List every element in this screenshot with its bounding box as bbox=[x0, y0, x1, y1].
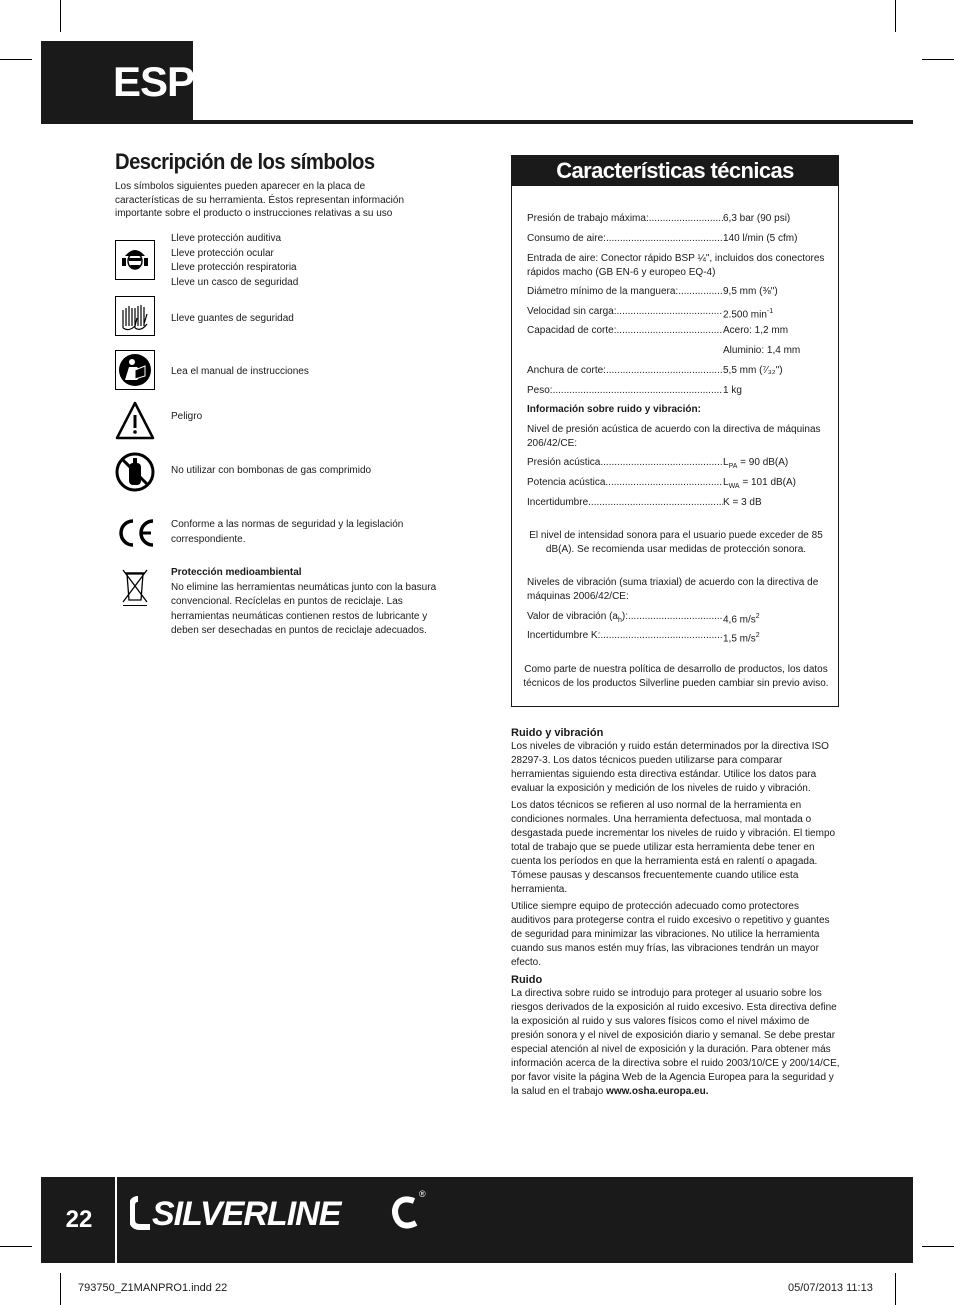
gloves-icon bbox=[115, 296, 155, 336]
section-heading: Ruido bbox=[511, 974, 543, 986]
spec-row: Peso: ..... 1 kg bbox=[527, 384, 827, 398]
spec-heading: Información sobre ruido y vibración: bbox=[527, 404, 701, 415]
spec-row: Presión de trabajo máxima: ..... 6,3 bar (90 psi) bbox=[527, 212, 827, 226]
noise-note: El nivel de intensidad sonora para el usuario puede exceder de 85 dB(A). Se recomienda usar medidas de protección sonora. bbox=[529, 530, 823, 555]
noise-vibration-section bbox=[511, 726, 841, 1102]
ppe-icon bbox=[115, 240, 155, 280]
file-slug: 793750_Z1MANPRO1.indd 22 bbox=[78, 1282, 228, 1294]
date-slug: 05/07/2013 11:13 bbox=[788, 1282, 873, 1294]
symbols-title: Descripción de los símbolos bbox=[115, 149, 375, 174]
spec-row: Consumo de aire: ..... 140 l/min (5 cfm) bbox=[527, 232, 827, 246]
paragraph: Los datos técnicos se refieren al uso normal de la herramienta en condiciones normales. Una herramienta defectuosa, mal montada o desgastada puede incrementar los niveles de ruido y vibración. El tiempo total de trabajo que se puede utilizar esta herramienta debe tener en cuenta los períodos en que la herramienta está en ralentí o apagada. Tómese pausas y descansos frecuentemente cuando utilice esta herramienta. bbox=[511, 800, 836, 895]
spec-row: Anchura de corte: ..... 5,5 mm (⁷⁄₃₂") bbox=[527, 364, 827, 378]
spec-row: Valor de vibración $(a_h)$: ..... 4,6 $m/s^2$ bbox=[527, 610, 827, 628]
spec-row-continuation: Aluminio: 1,4 mm bbox=[723, 345, 801, 356]
no-gas-text: No utilizar con bombonas de gas comprimido bbox=[171, 465, 372, 476]
manual-text: Lea el manual de instrucciones bbox=[171, 366, 309, 377]
spec-row: Presión acústica ..... $L_{PA} = 90$ dB(A) bbox=[527, 456, 827, 474]
gloves-text: Lleve guantes de seguridad bbox=[171, 313, 294, 324]
spec-row: Diámetro mínimo de la manguera: ..... 9,5 mm (⅜") bbox=[527, 285, 827, 299]
section-heading: Ruido y vibración bbox=[511, 727, 604, 739]
ppe-text: Lleve protección auditiva Lleve protección ocular Lleve protección respiratoria Lleve un casco de seguridad bbox=[171, 233, 299, 288]
language-tab bbox=[41, 41, 193, 123]
spec-row: Incertidumbre K: ..... 1,5 $m/s^2$ bbox=[527, 629, 827, 646]
spec-row: Incertidumbre ..... K = 3 dB bbox=[527, 496, 827, 510]
spec-row-full: Nivel de presión acústica de acuerdo con la directiva de máquinas 206/42/CE: bbox=[527, 424, 821, 449]
ce-text: Conforme a las normas de seguridad y la legislación correspondiente. bbox=[171, 519, 404, 545]
specs-title: Características técnicas bbox=[512, 156, 838, 186]
no-gas-cylinder-icon bbox=[115, 452, 155, 492]
header-rule bbox=[41, 120, 913, 124]
vibration-intro: Niveles de vibración (suma triaxial) de acuerdo con la directiva de máquinas 2006/42/CE: bbox=[527, 577, 819, 602]
warning-triangle-icon bbox=[115, 400, 155, 440]
ce-mark-icon bbox=[115, 513, 155, 553]
spec-row: Capacidad de corte: ..... Acero: 1,2 mm bbox=[527, 324, 827, 338]
osha-link[interactable]: www.osha.europa.eu. bbox=[606, 1086, 709, 1097]
danger-text: Peligro bbox=[171, 411, 203, 422]
paragraph: Los niveles de vibración y ruido están determinados por la directiva ISO 28297-3. Los datos técnicos pueden utilizarse para comparar herramientas siguiendo esta directiva estándar. Utilice los datos para evaluar la exposición y medición de los niveles de ruido y vibración. bbox=[511, 741, 829, 794]
paragraph: La directiva sobre ruido se introdujo para proteger al usuario sobre los riesgos derivados de la exposición al ruido excesivo. Esta directiva define la exposición al ruido y sus valores físicos como el nivel máximo de presión sonora y el nivel de exposición diario y semanal. Se debe prestar especial atención al nivel de exposición y la duración. Para obtener más información acerca de la directiva sobre el ruido 2003/10/CE y 200/14/CE, por favor visite la página Web de la Agencia Europea para la seguridad y la salud en el trabajo www.osha.europa.eu. bbox=[511, 988, 840, 1097]
policy-note: Como parte de nuestra política de desarrollo de productos, los datos técnicos de los productos Silverline pueden cambiar sin previo aviso. bbox=[523, 664, 829, 689]
read-manual-icon bbox=[115, 350, 155, 390]
technical-specs-box bbox=[511, 155, 839, 707]
spec-row-full: Entrada de aire: Conector rápido BSP ¼", incluidos dos conectores rápidos macho (GB EN-6 y europeo EQ-4) bbox=[527, 253, 825, 278]
footer-divider bbox=[115, 1177, 117, 1263]
language-label: ESP bbox=[113, 58, 195, 105]
page-number: 22 bbox=[65, 1206, 93, 1233]
wheelie-bin-crossed-icon bbox=[115, 566, 155, 606]
silverline-logo bbox=[130, 1189, 430, 1235]
paragraph: Utilice siempre equipo de protección adecuado como protectores auditivos para protegerse contra el ruido excesivo o repetitivo y guantes de seguridad para minimizar las vibraciones. No utilice la herramienta cuando sus manos estén muy frías, las vibraciones tendrán un mayor efecto. bbox=[511, 901, 830, 968]
spec-row: Potencia acústica ..... $L_{WA} = 101$ dB(A) bbox=[527, 476, 827, 494]
svg-text:SILVERLINE: SILVERLINE bbox=[152, 1195, 341, 1233]
symbols-intro: Los símbolos siguientes pueden aparecer en la placa de características de su herramienta. Éstos representan información importante sobre el producto o instrucciones relativas a su uso bbox=[115, 181, 405, 219]
environment-text: Protección medioambiental No elimine las herramientas neumáticas junto con la basura convencional. Recíclelas en puntos de reciclaje. Las herramientas neumáticas contienen restos de lubricante y deben ser desechadas en puntos de reciclaje adecuados. bbox=[171, 567, 437, 636]
svg-text:®: ® bbox=[419, 1189, 426, 1199]
spec-row: Velocidad sin carga: ..... 2.500 $\min^{-1}$ bbox=[527, 305, 827, 322]
